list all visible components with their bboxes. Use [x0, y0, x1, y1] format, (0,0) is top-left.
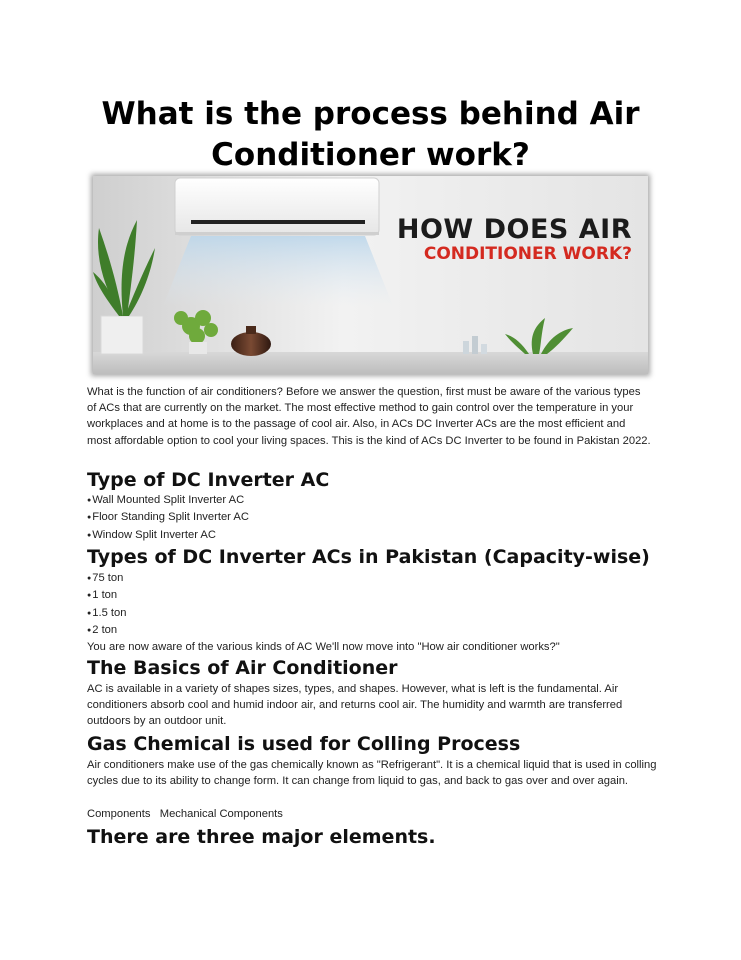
list-item: ● Wall Mounted Split Inverter AC	[87, 492, 249, 509]
inverter-types-list	[87, 492, 249, 544]
hero-heading-line2: CONDITIONER WORK?	[423, 244, 632, 264]
list-item: ● 1.5 ton	[87, 605, 126, 622]
page-title: What is the process behind Air Conditioner work?	[101, 96, 640, 173]
list-item: ● 1 ton	[87, 587, 126, 604]
hero-heading	[397, 216, 632, 263]
components-line: Components Mechanical Components	[87, 808, 283, 820]
list-item: ● Window Split Inverter AC	[87, 527, 249, 544]
air-conditioner-illustration	[93, 176, 648, 374]
section-heading-inverter-types: Type of DC Inverter AC	[87, 469, 330, 491]
list-item: ● 75 ton	[87, 570, 126, 587]
list-item: ● 2 ton	[87, 622, 126, 639]
basics-paragraph: AC is available in a variety of shapes sizes, types, and shapes. However, what is left is the fundamental. Air conditioners absorb cool and humid indoor air, and returns cool air. The humidity and warmth are transferred outdoors by an outdoor unit.	[87, 683, 623, 728]
intro-paragraph: What is the function of air conditioners? Before we answer the question, first must be aware of the various types of ACs that are currently on the market. The most effective method to gain control over the temperature in your workplaces and at home is to the passage of cool air. Also, in ACs DC Inverter ACs are the most efficient and most affordable option to cool your living spaces. This is the kind of ACs DC Inverter to be found in Pakistan 2022.	[87, 386, 651, 447]
transition-paragraph: You are now aware of the various kinds of AC We'll now move into "How air conditioner works?"	[87, 641, 560, 653]
hero-image	[93, 176, 648, 374]
section-heading-major-elements: There are three major elements.	[87, 826, 436, 848]
section-heading-capacity: Types of DC Inverter ACs in Pakistan (Capacity-wise)	[87, 546, 650, 568]
gas-chemical-paragraph: Air conditioners make use of the gas chemically known as "Refrigerant". It is a chemical liquid that is used in colling cycles due to its ability to change form. It can change from liquid to gas, and back to gas over and over again.	[87, 759, 657, 788]
hero-heading-line1: HOW DOES AIR	[396, 214, 632, 245]
section-heading-basics: The Basics of Air Conditioner	[87, 657, 398, 679]
list-item: ● Floor Standing Split Inverter AC	[87, 509, 249, 526]
section-heading-gas-chemical: Gas Chemical is used for Colling Process	[87, 733, 521, 755]
capacity-list	[87, 570, 126, 639]
